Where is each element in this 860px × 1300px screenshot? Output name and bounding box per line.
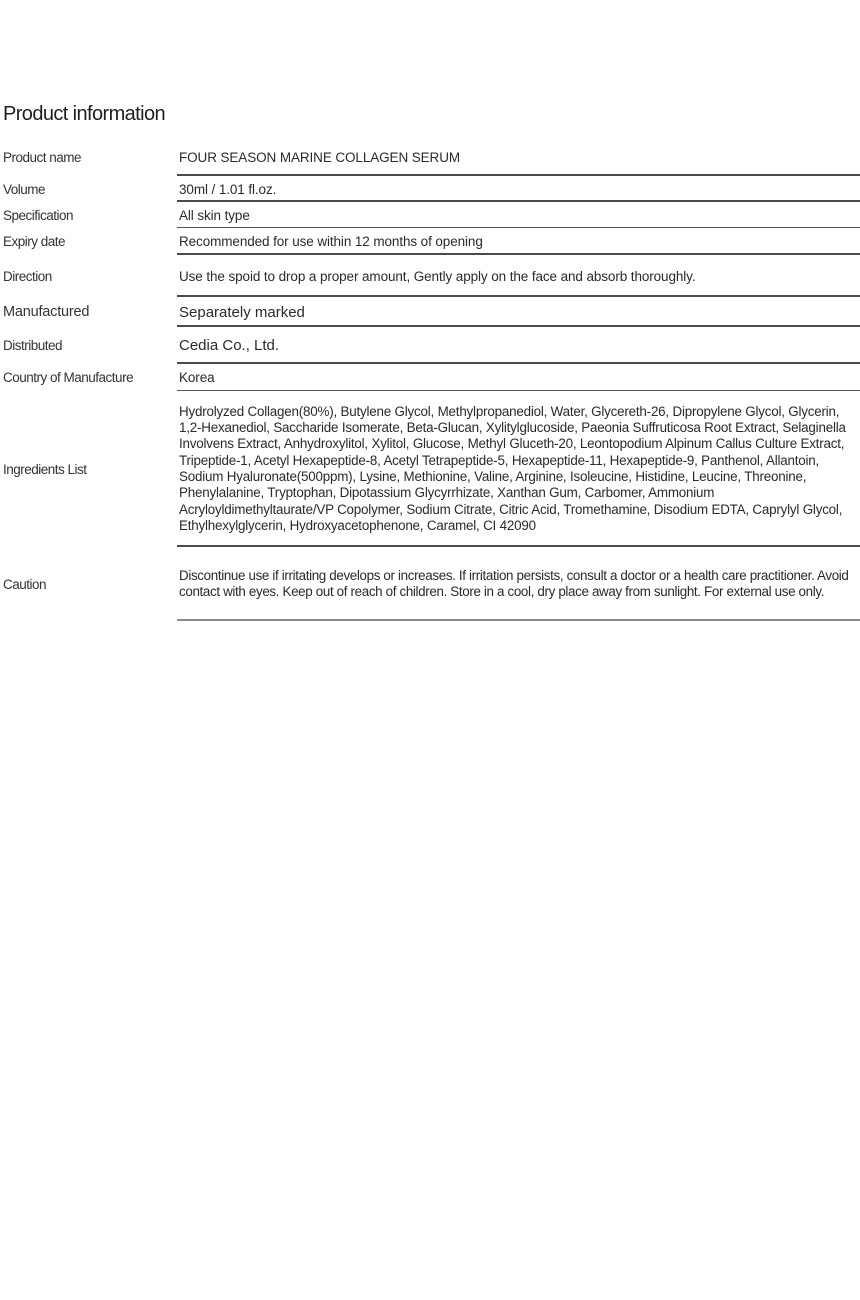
value-expiry-date: Recommended for use within 12 months of opening (179, 234, 483, 249)
value-product-name: FOUR SEASON MARINE COLLAGEN SERUM (179, 149, 460, 165)
label-ingredients: Ingredients List (3, 461, 87, 477)
row-direction (0, 255, 860, 297)
label-distributed: Distributed (3, 338, 63, 353)
row-caution (0, 547, 860, 621)
label-country: Country of Manufacture (3, 370, 134, 385)
value-caution: Discontinue use if irritating develops or increases. If irritation persists, consult a doctor or a health care practitioner. Avoid contact with eyes. Keep out of reach of children. Store in a cool, dry place away from sunlight. For external use only. (179, 567, 849, 599)
label-manufactured: Manufactured (3, 304, 90, 320)
row-distributed (0, 327, 860, 364)
value-volume: 30ml / 1.01 fl.oz. (179, 181, 277, 197)
label-specification: Specification (3, 207, 74, 223)
label-expiry-date: Expiry date (3, 234, 66, 249)
label-caution: Caution (3, 576, 47, 592)
page-title: Product information (3, 103, 166, 125)
value-specification: All skin type (179, 207, 250, 223)
value-direction: Use the spoid to drop a proper amount, Gently apply on the face and absorb thoroughly. (179, 268, 696, 284)
label-product-name: Product name (3, 149, 82, 165)
value-country: Korea (179, 370, 215, 385)
value-ingredients: Hydrolyzed Collagen(80%), Butylene Glycol, Methylpropanediol, Water, Glycereth-26, Dipropylene Glycol, Glycerin, 1,2-Hexanediol, Saccharide Isomerate, Beta-Glucan, Xylitylglucoside, Paeonia Suffruticosa Root Extract, Selaginella Involvens Extract, Anhydroxylitol, Xylitol, Glucose, Methyl Gluceth-20, Leontopodium Alpinum Callus Culture Extract, Tripeptide-1, Acetyl Hexapeptide-8, Acetyl Tetrapeptide-5, Hexapeptide-11, Hexapeptide-9, Panthenol, Allantoin, Sodium Hyaluronate(500ppm), Lysine, Methionine, Valine, Arginine, Isoleucine, Histidine, Leucine, Threonine, Phenylalanine, Tryptophan, Dipotassium Glycyrrhizate, Xanthan Gum, Carbomer, Ammonium Acryloyldimethyltaurate/VP Copolymer, Sodium Citrate, Citric Acid, Tromethamine, Disodium EDTA, Caprylyl Glycol, Ethylhexylglycerin, Hydroxyacetophenone, Caramel, CI 42090 (179, 403, 846, 533)
value-manufactured: Separately marked (179, 303, 305, 321)
row-expiry-date (0, 228, 860, 255)
row-product-name (0, 138, 860, 176)
value-distributed: Cedia Co., Ltd. (179, 337, 280, 354)
row-manufactured (0, 297, 860, 327)
row-volume (0, 176, 860, 202)
row-specification (0, 202, 860, 228)
row-country (0, 364, 860, 391)
product-info-table (0, 138, 860, 621)
label-direction: Direction (3, 268, 52, 284)
label-volume: Volume (3, 181, 46, 197)
row-ingredients (0, 391, 860, 547)
